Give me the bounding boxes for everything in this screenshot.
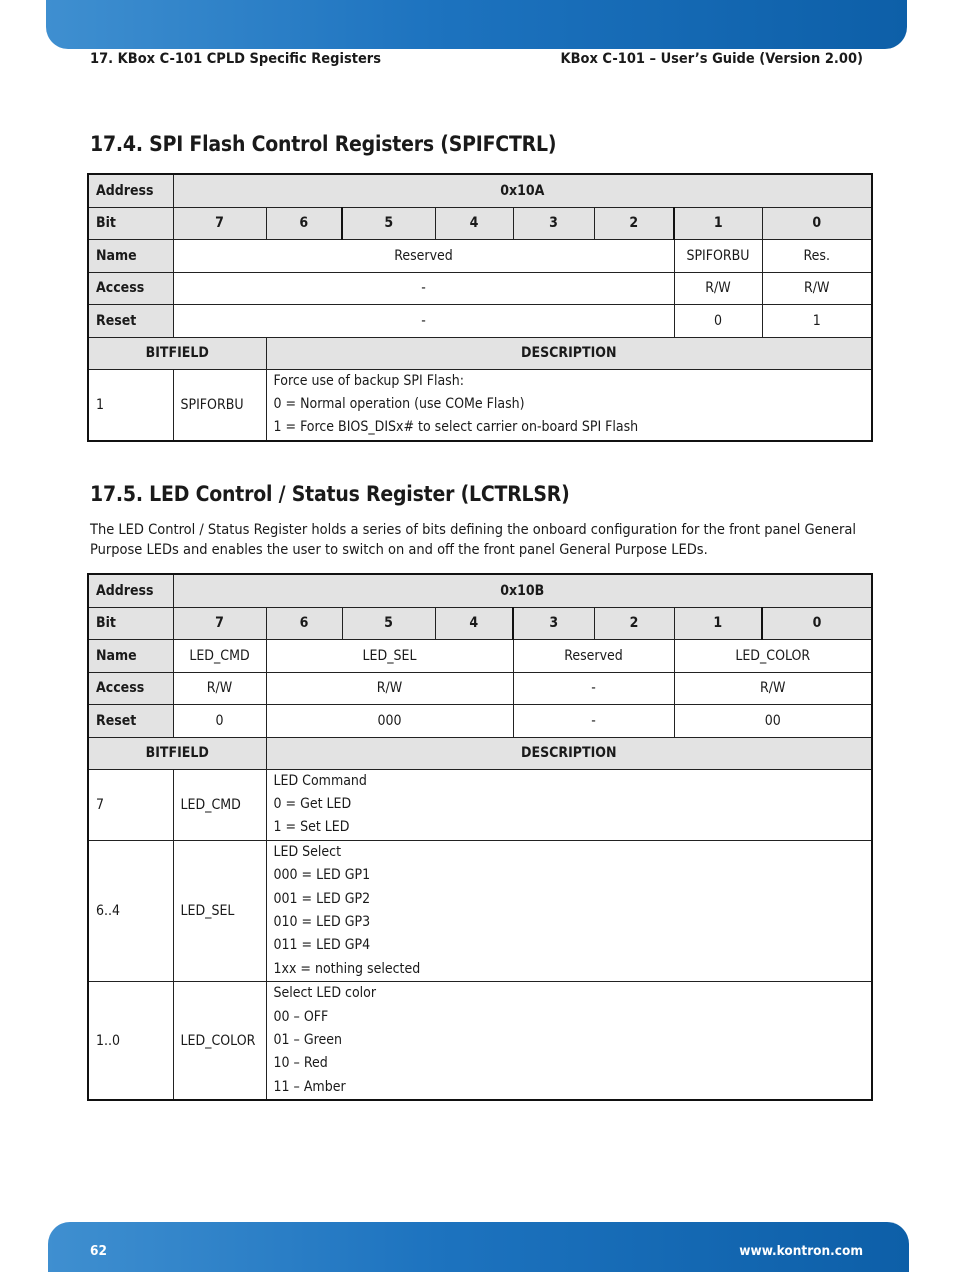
bit-number: 6 bbox=[266, 207, 342, 239]
bit-number: 5 bbox=[342, 207, 435, 239]
address-value: 0x10B bbox=[173, 574, 872, 607]
address-value: 0x10A bbox=[173, 174, 872, 207]
bitfield-header: BITFIELD bbox=[88, 337, 266, 369]
name-value: LED_SEL bbox=[266, 639, 513, 672]
reset-value: - bbox=[173, 304, 674, 337]
bitfield-name: SPIFORBU bbox=[173, 369, 266, 441]
description-line: 001 = LED GP2 bbox=[273, 890, 371, 907]
lctrlsr-register-table bbox=[87, 573, 873, 1101]
name-value: LED_COLOR bbox=[674, 639, 872, 672]
description-line: 00 – OFF bbox=[273, 1008, 329, 1025]
access-value: - bbox=[173, 272, 674, 304]
name-value: Reserved bbox=[173, 239, 674, 272]
access-value: R/W bbox=[266, 672, 513, 704]
description-line: LED Command bbox=[273, 772, 367, 789]
bitfield-name: LED_SEL bbox=[173, 840, 266, 981]
bitfield-description bbox=[266, 840, 872, 981]
reset-value: 1 bbox=[762, 304, 872, 337]
bit-number: 2 bbox=[594, 607, 674, 639]
bit-label: Bit bbox=[88, 207, 173, 239]
reset-value: 000 bbox=[266, 704, 513, 737]
description-header: DESCRIPTION bbox=[266, 337, 872, 369]
bitfield-bit: 6..4 bbox=[88, 840, 173, 981]
description-line: 0 = Get LED bbox=[273, 795, 352, 812]
spifctrl-register-table bbox=[87, 173, 873, 442]
bitfield-name: LED_CMD bbox=[173, 769, 266, 840]
name-value: LED_CMD bbox=[173, 639, 266, 672]
description-line: 000 = LED GP1 bbox=[273, 867, 371, 884]
reset-label: Reset bbox=[88, 304, 173, 337]
header-document-title: KBox C-101 – User’s Guide (Version 2.00) bbox=[560, 51, 863, 67]
bit-number: 0 bbox=[762, 607, 872, 639]
bit-number: 5 bbox=[342, 607, 435, 639]
bit-label: Bit bbox=[88, 607, 173, 639]
access-label: Access bbox=[88, 672, 173, 704]
name-value: Reserved bbox=[513, 639, 674, 672]
description-line: 1 = Force BIOS_DISx# to select carrier on-board SPI Flash bbox=[273, 419, 639, 436]
access-label: Access bbox=[88, 272, 173, 304]
description-line: 011 = LED GP4 bbox=[273, 937, 371, 954]
bitfield-description bbox=[266, 769, 872, 840]
description-line: 10 – Red bbox=[273, 1055, 328, 1072]
bit-number: 7 bbox=[173, 207, 266, 239]
description-line: Force use of backup SPI Flash: bbox=[273, 372, 464, 389]
description-line: 010 = LED GP3 bbox=[273, 913, 371, 930]
access-value: R/W bbox=[674, 272, 762, 304]
description-line: 1 = Set LED bbox=[273, 819, 350, 836]
access-value: R/W bbox=[762, 272, 872, 304]
reset-value: - bbox=[513, 704, 674, 737]
reset-label: Reset bbox=[88, 704, 173, 737]
bit-number: 6 bbox=[266, 607, 342, 639]
header-chapter: 17. KBox C-101 CPLD Specific Registers bbox=[90, 51, 381, 67]
description-line: 01 – Green bbox=[273, 1031, 342, 1048]
access-value: - bbox=[513, 672, 674, 704]
bit-number: 2 bbox=[594, 207, 674, 239]
bitfield-bit: 7 bbox=[88, 769, 173, 840]
section-title-spifctrl: 17.4. SPI Flash Control Registers (SPIFCTRL) bbox=[90, 132, 557, 156]
description-line: 0 = Normal operation (use COMe Flash) bbox=[273, 395, 525, 412]
header-band bbox=[46, 0, 907, 49]
description-line: LED Select bbox=[273, 843, 342, 860]
bitfield-name: LED_COLOR bbox=[173, 982, 266, 1101]
description-line: 11 – Amber bbox=[273, 1078, 346, 1095]
address-label: Address bbox=[88, 174, 173, 207]
section-intro: The LED Control / Status Register holds a series of bits defining the onboard configuration for the front panel General Purpose LEDs and enables the user to switch on and off the front panel General Purpose LEDs. bbox=[90, 522, 856, 558]
reset-value: 0 bbox=[674, 304, 762, 337]
reset-value: 0 bbox=[173, 704, 266, 737]
bitfield-description bbox=[266, 369, 872, 441]
section-title-lctrlsr: 17.5. LED Control / Status Register (LCTRLSR) bbox=[90, 482, 570, 506]
bit-number: 3 bbox=[513, 207, 594, 239]
bit-number: 1 bbox=[674, 607, 762, 639]
bitfield-bit: 1..0 bbox=[88, 982, 173, 1101]
name-label: Name bbox=[88, 239, 173, 272]
description-line: Select LED color bbox=[273, 985, 377, 1002]
bit-number: 7 bbox=[173, 607, 266, 639]
bit-number: 4 bbox=[435, 607, 513, 639]
footer-url: www.kontron.com bbox=[739, 1243, 863, 1259]
name-value: Res. bbox=[762, 239, 872, 272]
name-value: SPIFORBU bbox=[674, 239, 762, 272]
bit-number: 0 bbox=[762, 207, 872, 239]
reset-value: 00 bbox=[674, 704, 872, 737]
bit-number: 3 bbox=[513, 607, 594, 639]
page-number: 62 bbox=[90, 1243, 107, 1259]
access-value: R/W bbox=[674, 672, 872, 704]
bit-number: 1 bbox=[674, 207, 762, 239]
bit-number: 4 bbox=[435, 207, 513, 239]
address-label: Address bbox=[88, 574, 173, 607]
bitfield-bit: 1 bbox=[88, 369, 173, 441]
access-value: R/W bbox=[173, 672, 266, 704]
bitfield-header: BITFIELD bbox=[88, 737, 266, 769]
name-label: Name bbox=[88, 639, 173, 672]
description-line: 1xx = nothing selected bbox=[273, 960, 421, 977]
bitfield-description bbox=[266, 982, 872, 1101]
description-header: DESCRIPTION bbox=[266, 737, 872, 769]
